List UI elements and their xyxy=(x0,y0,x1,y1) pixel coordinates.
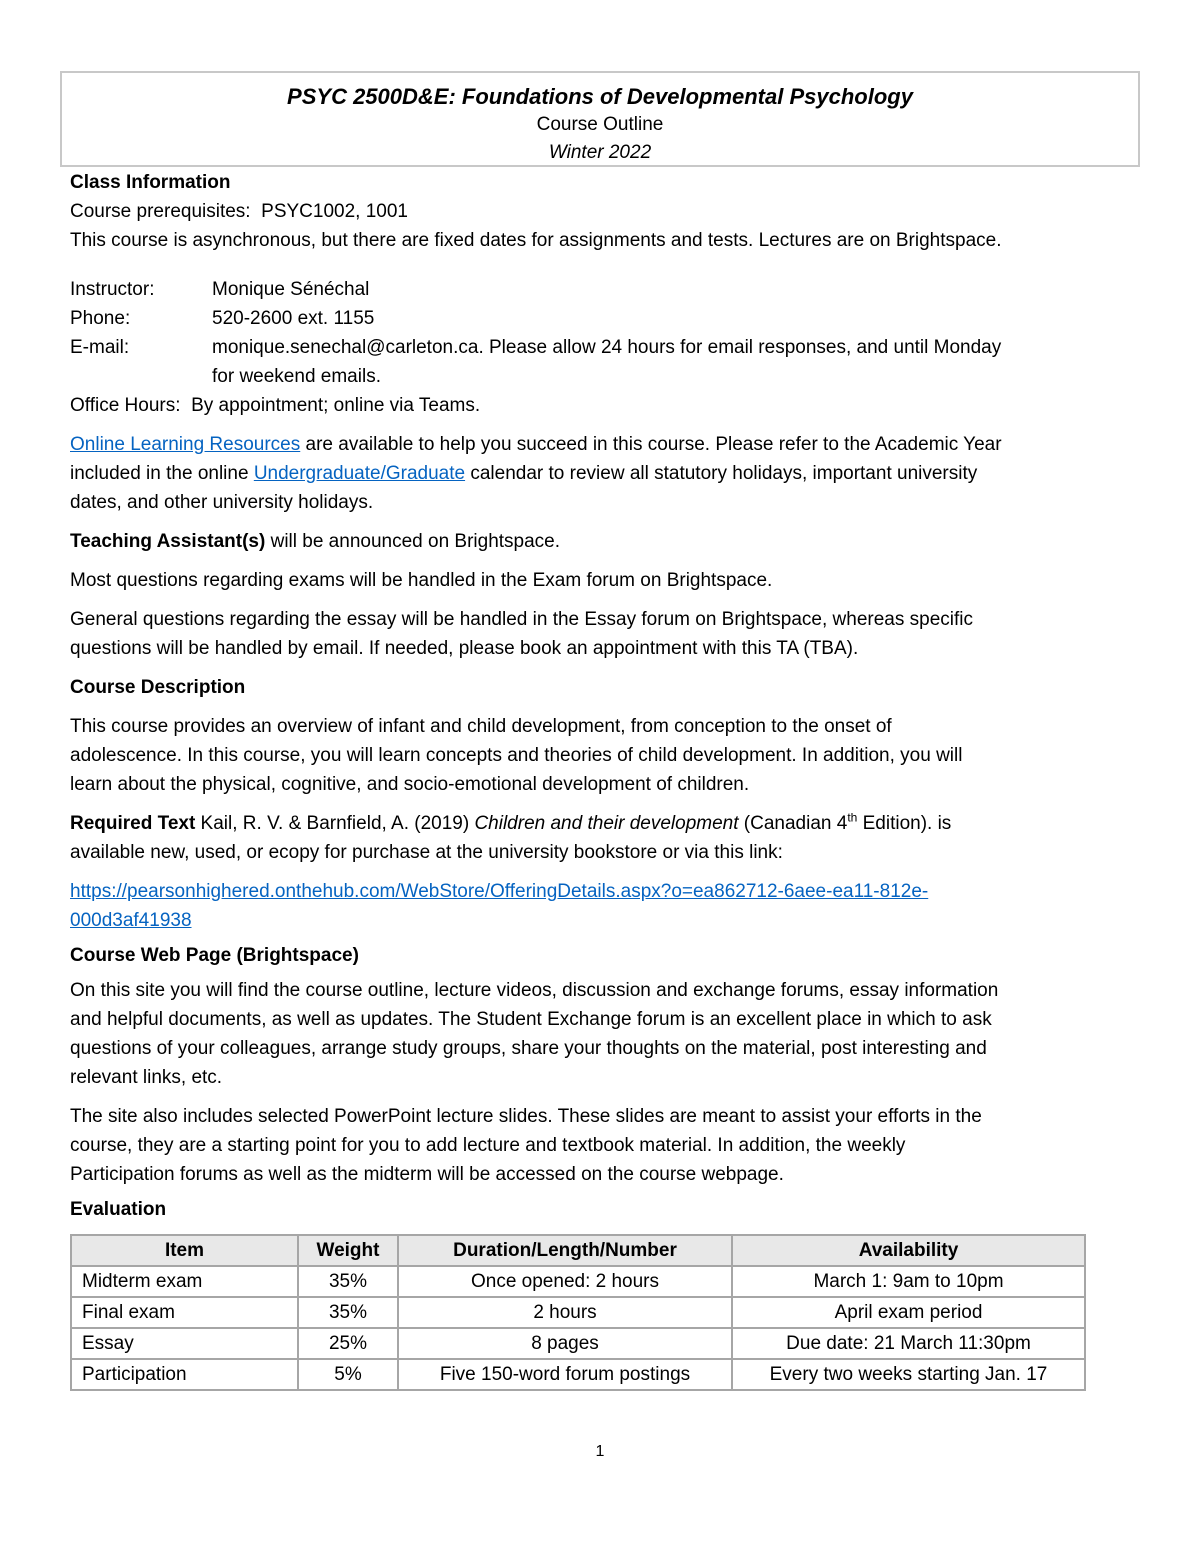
description-line-3: learn about the physical, cognitive, and socio-emotional development of children. xyxy=(70,774,750,795)
webpage-p1-line-2: and helpful documents, as well as updates. The Student Exchange forum is an excellent place in which to ask xyxy=(70,1009,992,1030)
instructor-value: Monique Sénéchal xyxy=(212,279,370,300)
required-text-line xyxy=(70,809,1132,838)
table-row xyxy=(71,1328,1085,1359)
webpage-p1-line-1: On this site you will find the course outline, lecture videos, discussion and exchange forums, essay information xyxy=(70,980,999,1001)
ta-label: Teaching Assistant(s) xyxy=(70,531,266,552)
table-cell: Once opened: 2 hours xyxy=(398,1266,732,1297)
course-web-page-heading: Course Web Page (Brightspace) xyxy=(70,945,359,966)
required-text-label: Required Text xyxy=(70,813,196,834)
table-cell: Five 150-word forum postings xyxy=(398,1359,732,1390)
class-info-heading: Class Information xyxy=(70,172,231,193)
prereq-value: PSYC1002, 1001 xyxy=(261,201,408,222)
resources-text-2b: calendar to review all statutory holidays, important university xyxy=(465,463,978,484)
table-row xyxy=(71,1297,1085,1328)
webpage-p1-line-3: questions of your colleagues, arrange study groups, share your thoughts on the material, post interesting and xyxy=(70,1038,987,1059)
table-cell: 5% xyxy=(298,1359,398,1390)
table-cell: 8 pages xyxy=(398,1328,732,1359)
ta-line xyxy=(70,527,1132,556)
phone-label: Phone: xyxy=(70,308,131,329)
phone-line xyxy=(70,304,1132,333)
column-header: Item xyxy=(71,1235,298,1266)
table-cell: Essay xyxy=(71,1328,298,1359)
evaluation-heading: Evaluation xyxy=(70,1199,167,1220)
column-header: Weight xyxy=(298,1235,398,1266)
description-line-2: adolescence. In this course, you will learn concepts and theories of child development. In addition, you will xyxy=(70,745,963,766)
table-cell: 35% xyxy=(298,1297,398,1328)
prereq-line xyxy=(70,197,1132,226)
table-cell: March 1: 9am to 10pm xyxy=(732,1266,1085,1297)
resources-line-1 xyxy=(70,430,1132,459)
table-row xyxy=(71,1266,1085,1297)
table-cell: Final exam xyxy=(71,1297,298,1328)
essay-questions-2: questions will be handled by email. If needed, please book an appointment with this TA (TBA). xyxy=(70,638,859,659)
table-cell: Every two weeks starting Jan. 17 xyxy=(732,1359,1085,1390)
table-cell: 35% xyxy=(298,1266,398,1297)
instructor-label: Instructor: xyxy=(70,279,155,300)
required-text-edition-a: (Canadian 4 xyxy=(738,813,848,834)
required-text-edition-b: Edition). is xyxy=(857,813,952,834)
required-text-line-2: available new, used, or ecopy for purchase at the university bookstore or via this link: xyxy=(70,842,783,863)
table-cell: Midterm exam xyxy=(71,1266,298,1297)
table-header-row xyxy=(71,1235,1085,1266)
office-hours-line xyxy=(70,391,1132,420)
required-text-edition-sup: th xyxy=(847,810,858,825)
email-value: monique.senechal@carleton.ca. Please allow 24 hours for email responses, and until Monday xyxy=(212,337,1002,358)
online-learning-resources-link[interactable]: Online Learning Resources xyxy=(70,434,301,455)
resources-line-3: dates, and other university holidays. xyxy=(70,492,374,513)
required-text-book: Children and their development xyxy=(474,813,739,834)
page-number: 1 xyxy=(595,1443,605,1460)
table-cell: 2 hours xyxy=(398,1297,732,1328)
course-subtitle: Course Outline xyxy=(536,114,664,135)
office-value: By appointment; online via Teams. xyxy=(191,395,481,416)
prereq-label: Course prerequisites: xyxy=(70,201,251,222)
course-title: PSYC 2500D&E: Foundations of Developmental Psychology xyxy=(287,84,913,109)
undergraduate-graduate-link[interactable]: Undergraduate/Graduate xyxy=(253,463,466,484)
table-row xyxy=(71,1359,1085,1390)
office-label: Office Hours: xyxy=(70,395,181,416)
table-cell: April exam period xyxy=(732,1297,1085,1328)
webpage-p2-line-2: course, they are a starting point for you to add lecture and textbook material. In addition, the weekly xyxy=(70,1135,906,1156)
email-line-2: for weekend emails. xyxy=(212,366,381,387)
async-note: This course is asynchronous, but there are fixed dates for assignments and tests. Lectures are on Brightspace. xyxy=(70,230,1002,251)
required-text-authors: Kail, R. V. & Barnfield, A. (2019) xyxy=(195,813,475,834)
table-cell: 25% xyxy=(298,1328,398,1359)
instructor-line xyxy=(70,275,1132,304)
resources-text-1: are available to help you succeed in this course. Please refer to the Academic Year xyxy=(300,434,1002,455)
ta-text: will be announced on Brightspace. xyxy=(265,531,561,552)
phone-value: 520-2600 ext. 1155 xyxy=(212,308,375,329)
email-label: E-mail: xyxy=(70,337,130,358)
pearson-link-2[interactable]: 000d3af41938 xyxy=(70,910,192,931)
webpage-p1-line-4: relevant links, etc. xyxy=(70,1067,223,1088)
evaluation-table xyxy=(70,1234,1086,1391)
essay-questions-1: General questions regarding the essay will be handled in the Essay forum on Brightspace, whereas specific xyxy=(70,609,974,630)
exam-questions: Most questions regarding exams will be handled in the Exam forum on Brightspace. xyxy=(70,570,773,591)
pearson-link-1[interactable]: https://pearsonhighered.onthehub.com/WebStore/OfferingDetails.aspx?o=ea862712-6aee-ea11-812e- xyxy=(70,881,929,902)
column-header: Duration/Length/Number xyxy=(398,1235,732,1266)
document-body xyxy=(70,168,1132,1391)
email-line xyxy=(70,333,1132,362)
webpage-p2-line-3: Participation forums as well as the midterm will be accessed on the course webpage. xyxy=(70,1164,784,1185)
table-cell: Participation xyxy=(71,1359,298,1390)
webpage-p2-line-1: The site also includes selected PowerPoint lecture slides. These slides are meant to assist your efforts in the xyxy=(70,1106,982,1127)
column-header: Availability xyxy=(732,1235,1085,1266)
resources-line-2 xyxy=(70,459,1132,488)
course-description-heading: Course Description xyxy=(70,677,246,698)
table-cell: Due date: 21 March 11:30pm xyxy=(732,1328,1085,1359)
course-term: Winter 2022 xyxy=(548,142,652,163)
header-box xyxy=(60,71,1140,167)
description-line-1: This course provides an overview of infant and child development, from conception to the onset of xyxy=(70,716,892,737)
resources-text-2a: included in the online xyxy=(70,463,254,484)
